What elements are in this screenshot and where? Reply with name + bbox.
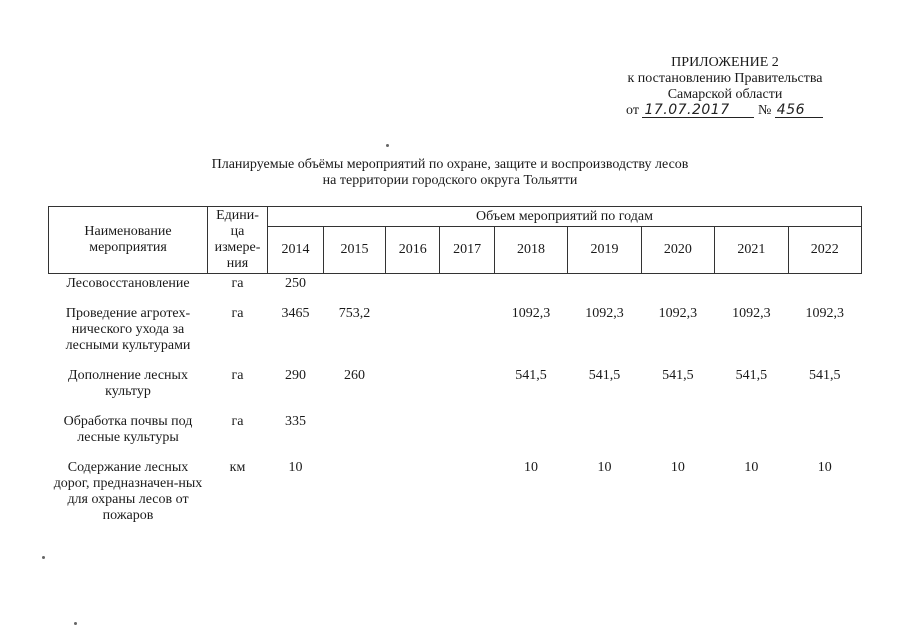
measure-value: 1092,3: [805, 306, 845, 321]
from-label: от: [626, 103, 639, 118]
measures-table: [48, 206, 862, 526]
row-spacer-cell: [49, 294, 862, 304]
table-row: [49, 412, 862, 448]
measure-value: [324, 412, 386, 448]
table-row: [49, 274, 862, 295]
measure-name: Лесовосстановление: [66, 276, 190, 291]
handwritten-number: 456: [775, 103, 823, 118]
measure-value: 541,5: [809, 368, 841, 383]
header-unit: Едини-ца измере-ния: [208, 207, 268, 274]
measure-value: 1092,3: [732, 306, 771, 321]
header-year: 2016: [385, 227, 439, 274]
header-volume: Объем мероприятий по годам: [268, 207, 862, 227]
row-spacer-cell: [49, 448, 862, 458]
row-spacer: [49, 402, 862, 412]
header-year: 2017: [440, 227, 494, 274]
measure-value: 10: [817, 460, 832, 475]
document-title-line-2: на территории городского округа Тольятти: [322, 173, 578, 188]
measure-unit: га: [231, 368, 244, 383]
measure-value: [440, 366, 494, 402]
measure-value: 541,5: [735, 368, 768, 383]
appendix-header: [600, 55, 850, 119]
scan-speck: [42, 556, 45, 559]
measure-name: Обработка почвы под лесные культуры: [63, 414, 193, 445]
scan-speck: [74, 622, 77, 625]
header-year: 2018: [494, 227, 567, 274]
measure-value: [385, 274, 439, 295]
header-year: 2015: [324, 227, 386, 274]
measure-value: 335: [285, 414, 307, 429]
table-row: [49, 366, 862, 402]
measure-value: [385, 366, 439, 402]
row-spacer-cell: [49, 402, 862, 412]
appendix-region-line: Самарской области: [667, 87, 783, 102]
header-year: 2014: [268, 227, 324, 274]
measure-value: [641, 412, 714, 448]
measure-value: [324, 274, 386, 295]
measure-value: 290: [285, 368, 307, 383]
header-year: 2022: [788, 227, 861, 274]
row-spacer: [49, 356, 862, 366]
document-title: [120, 157, 780, 189]
measure-value: 10: [597, 460, 612, 475]
table-row: [49, 304, 862, 356]
measure-value: 1092,3: [585, 306, 624, 321]
measure-value: [715, 274, 788, 295]
measure-value: 541,5: [588, 368, 621, 383]
measure-value: 10: [524, 460, 539, 475]
scan-speck: [386, 144, 389, 147]
measure-unit: км: [229, 460, 246, 475]
measure-value: 3465: [281, 306, 310, 321]
measure-value: [494, 412, 567, 448]
measure-value: 541,5: [662, 368, 694, 383]
measure-value: 541,5: [515, 368, 547, 383]
measure-unit: га: [231, 414, 244, 429]
row-spacer: [49, 448, 862, 458]
measure-value: [385, 458, 439, 526]
measure-value: 1092,3: [511, 306, 551, 321]
measure-name: Дополнение лесных культур: [68, 368, 188, 399]
measure-value: [568, 412, 641, 448]
header-name: Наименование мероприятия: [49, 207, 208, 274]
measure-value: [494, 274, 567, 295]
measure-value: [385, 412, 439, 448]
measure-value: [440, 458, 494, 526]
appendix-title: ПРИЛОЖЕНИЕ 2: [671, 55, 779, 70]
header-year: 2021: [715, 227, 788, 274]
number-label: №: [757, 103, 772, 118]
measure-name: Содержание лесных дорог, предназначен-ных для охраны лесов от пожаров: [53, 460, 203, 523]
appendix-decree-line: к постановлению Правительства: [627, 71, 823, 86]
measure-unit: га: [231, 276, 244, 291]
measure-value: [641, 274, 714, 295]
measure-value: [788, 412, 861, 448]
measure-name: Проведение агротех-нического ухода за лесными культурами: [65, 306, 191, 353]
measure-value: [788, 274, 861, 295]
measure-value: 260: [344, 368, 366, 383]
measure-value: [324, 458, 386, 526]
table-row: [49, 458, 862, 526]
measure-value: [715, 412, 788, 448]
measure-value: [440, 412, 494, 448]
measure-value: 10: [288, 460, 303, 475]
measure-value: [385, 304, 439, 356]
measure-value: 250: [285, 276, 307, 291]
document-title-line-1: Планируемые объёмы мероприятий по охране, защите и воспроизводству лесов: [211, 157, 689, 172]
measure-value: [440, 274, 494, 295]
measure-unit: га: [231, 306, 244, 321]
header-year: 2020: [641, 227, 714, 274]
header-year: 2019: [568, 227, 641, 274]
measure-value: 1092,3: [658, 306, 698, 321]
row-spacer-cell: [49, 356, 862, 366]
appendix-date-line: [600, 103, 850, 119]
row-spacer: [49, 294, 862, 304]
measure-value: 753,2: [338, 306, 371, 321]
measure-value: [568, 274, 641, 295]
measure-value: 10: [670, 460, 685, 475]
handwritten-date: 17.07.2017: [642, 103, 754, 118]
measure-value: 10: [744, 460, 759, 475]
measure-value: [440, 304, 494, 356]
